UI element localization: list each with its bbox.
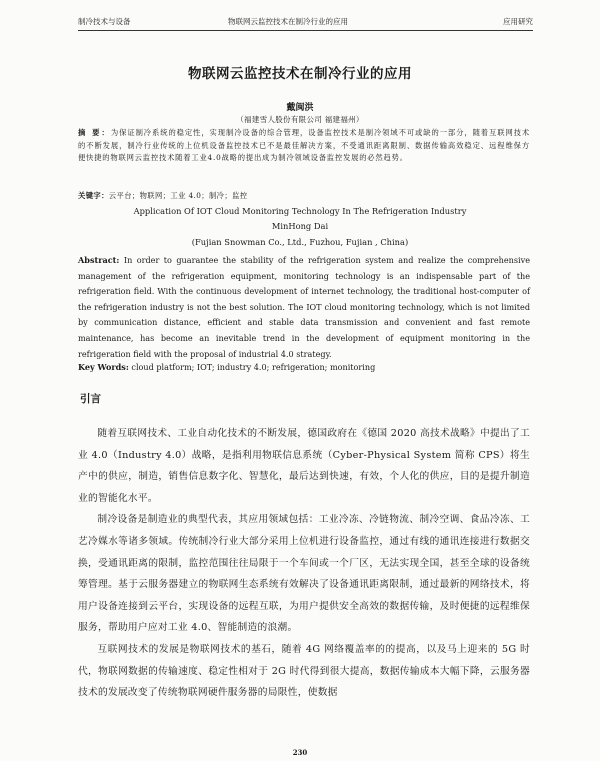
affiliation-en: (Fujian Snowman Co., Ltd., Fuzhou, Fujian , China): [191, 237, 409, 247]
keywords-cn-text: 云平台；物联网；工业 4.0；制冷；监控: [108, 191, 248, 200]
keywords-cn-label: 关键字：: [78, 191, 109, 200]
paragraph: 随着互联网技术、工业自动化技术的不断发展，德国政府在《德国 2020 高技术战略》中提出了工业 4.0（Industry 4.0）战略，是指利用物联信息系统（Cyber-Physical System 简称 CPS）将生产中的供应，制造，销售信息数字化、智慧化，最后达到快速，有效，个人化的供应，目的是提升制造业的智能化水平。: [78, 428, 530, 504]
paragraph: 制冷设备是制造业的典型代表，其应用领域包括：工业冷冻、冷链物流、制冷空调、食品冷冻、工艺冷媒水等诸多领域。传统制冷行业大部分采用上位机进行设备监控，通过有线的通讯连接进行数据交换，受通讯距离的限制，监控范围往往局限于一个车间或一个厂区，无法实现全国，甚至全球的设备统筹管理。基于云服务器建立的物联网生态系统有效解决了设备通讯距离限制，通过最新的网络技术，将用户设备连接到云平台，实现设备的远程互联，为用户提供安全高效的数据传输，及时便捷的远程维保服务，帮助用户应对工业 4.0、智能制造的浪潮。: [78, 514, 530, 634]
abstract-cn-text: 为保证制冷系统的稳定性，实现制冷设备的综合管理，设备监控技术是制冷领域不可或缺的一部分，随着互联网技术的不断发展，制冷行业传统的上位机设备监控技术已不是最佳解决方案，不受通讯距离限制、数据传输高效稳定、远程维保方便快捷的物联网云监控技术随着工业4.0战略的提出成为制冷领域设备监控发展的必然趋势。: [78, 128, 530, 162]
abstract-en-label: Abstract:: [78, 255, 120, 265]
section-label: 应用研究: [503, 17, 533, 26]
journal-name: 制冷技术与设备: [78, 17, 131, 26]
page-number: 230: [292, 748, 308, 757]
title-en: Application Of IOT Cloud Monitoring Technology In The Refrigeration Industry: [133, 206, 467, 216]
keywords-cn: [78, 191, 530, 201]
abstract-cn-label: 摘 要：: [78, 128, 111, 137]
abstract-en-text: In order to guarantee the stability of the refrigeration system and realize the comprehensive management of the refrigeration equipment, monitoring technology is an indispensable part of the refrigeration field. With the continuous development of internet technology, the traditional host-computer of the refrigeration industry is not the best solution. The IOT cloud monitoring technology, which is not limited by communication distance, efficient and stable data transmission and convenient and fast remote maintenance, has become an inevitable trend in the development of equipment monitoring in the refrigeration field with the proposal of industrial 4.0 strategy.: [78, 255, 531, 359]
running-title: 物联网云监控技术在制冷行业的应用: [228, 17, 348, 26]
running-header: [78, 16, 533, 30]
author-en: MinHong Dai: [271, 221, 329, 231]
paper-title: 物联网云监控技术在制冷行业的应用: [188, 66, 412, 82]
author-cn: 戴闽洪: [286, 103, 314, 113]
keywords-en-label: Key Words:: [78, 362, 129, 372]
affiliation-cn: （福建雪人股份有限公司 福建福州）: [236, 115, 364, 124]
header-rule: [78, 30, 533, 31]
keywords-en-text: cloud platform; IOT; industry 4.0; refrigeration; monitoring: [131, 362, 376, 372]
section-heading: 引言: [80, 393, 101, 405]
keywords-en: [78, 362, 530, 372]
abstract-cn: [78, 127, 530, 165]
body-text: [78, 423, 530, 704]
abstract-en: [78, 253, 530, 362]
paragraph: 互联网技术的发展是物联网技术的基石，随着 4G 网络覆盖率的的提高，以及马上迎来的 5G 时代，物联网数据的传输速度、稳定性相对于 2G 时代得到很大提高，数据传输成本大幅下降，云服务器技术的发展改变了传统物联网硬件服务器的局限性，使数据: [78, 643, 530, 699]
